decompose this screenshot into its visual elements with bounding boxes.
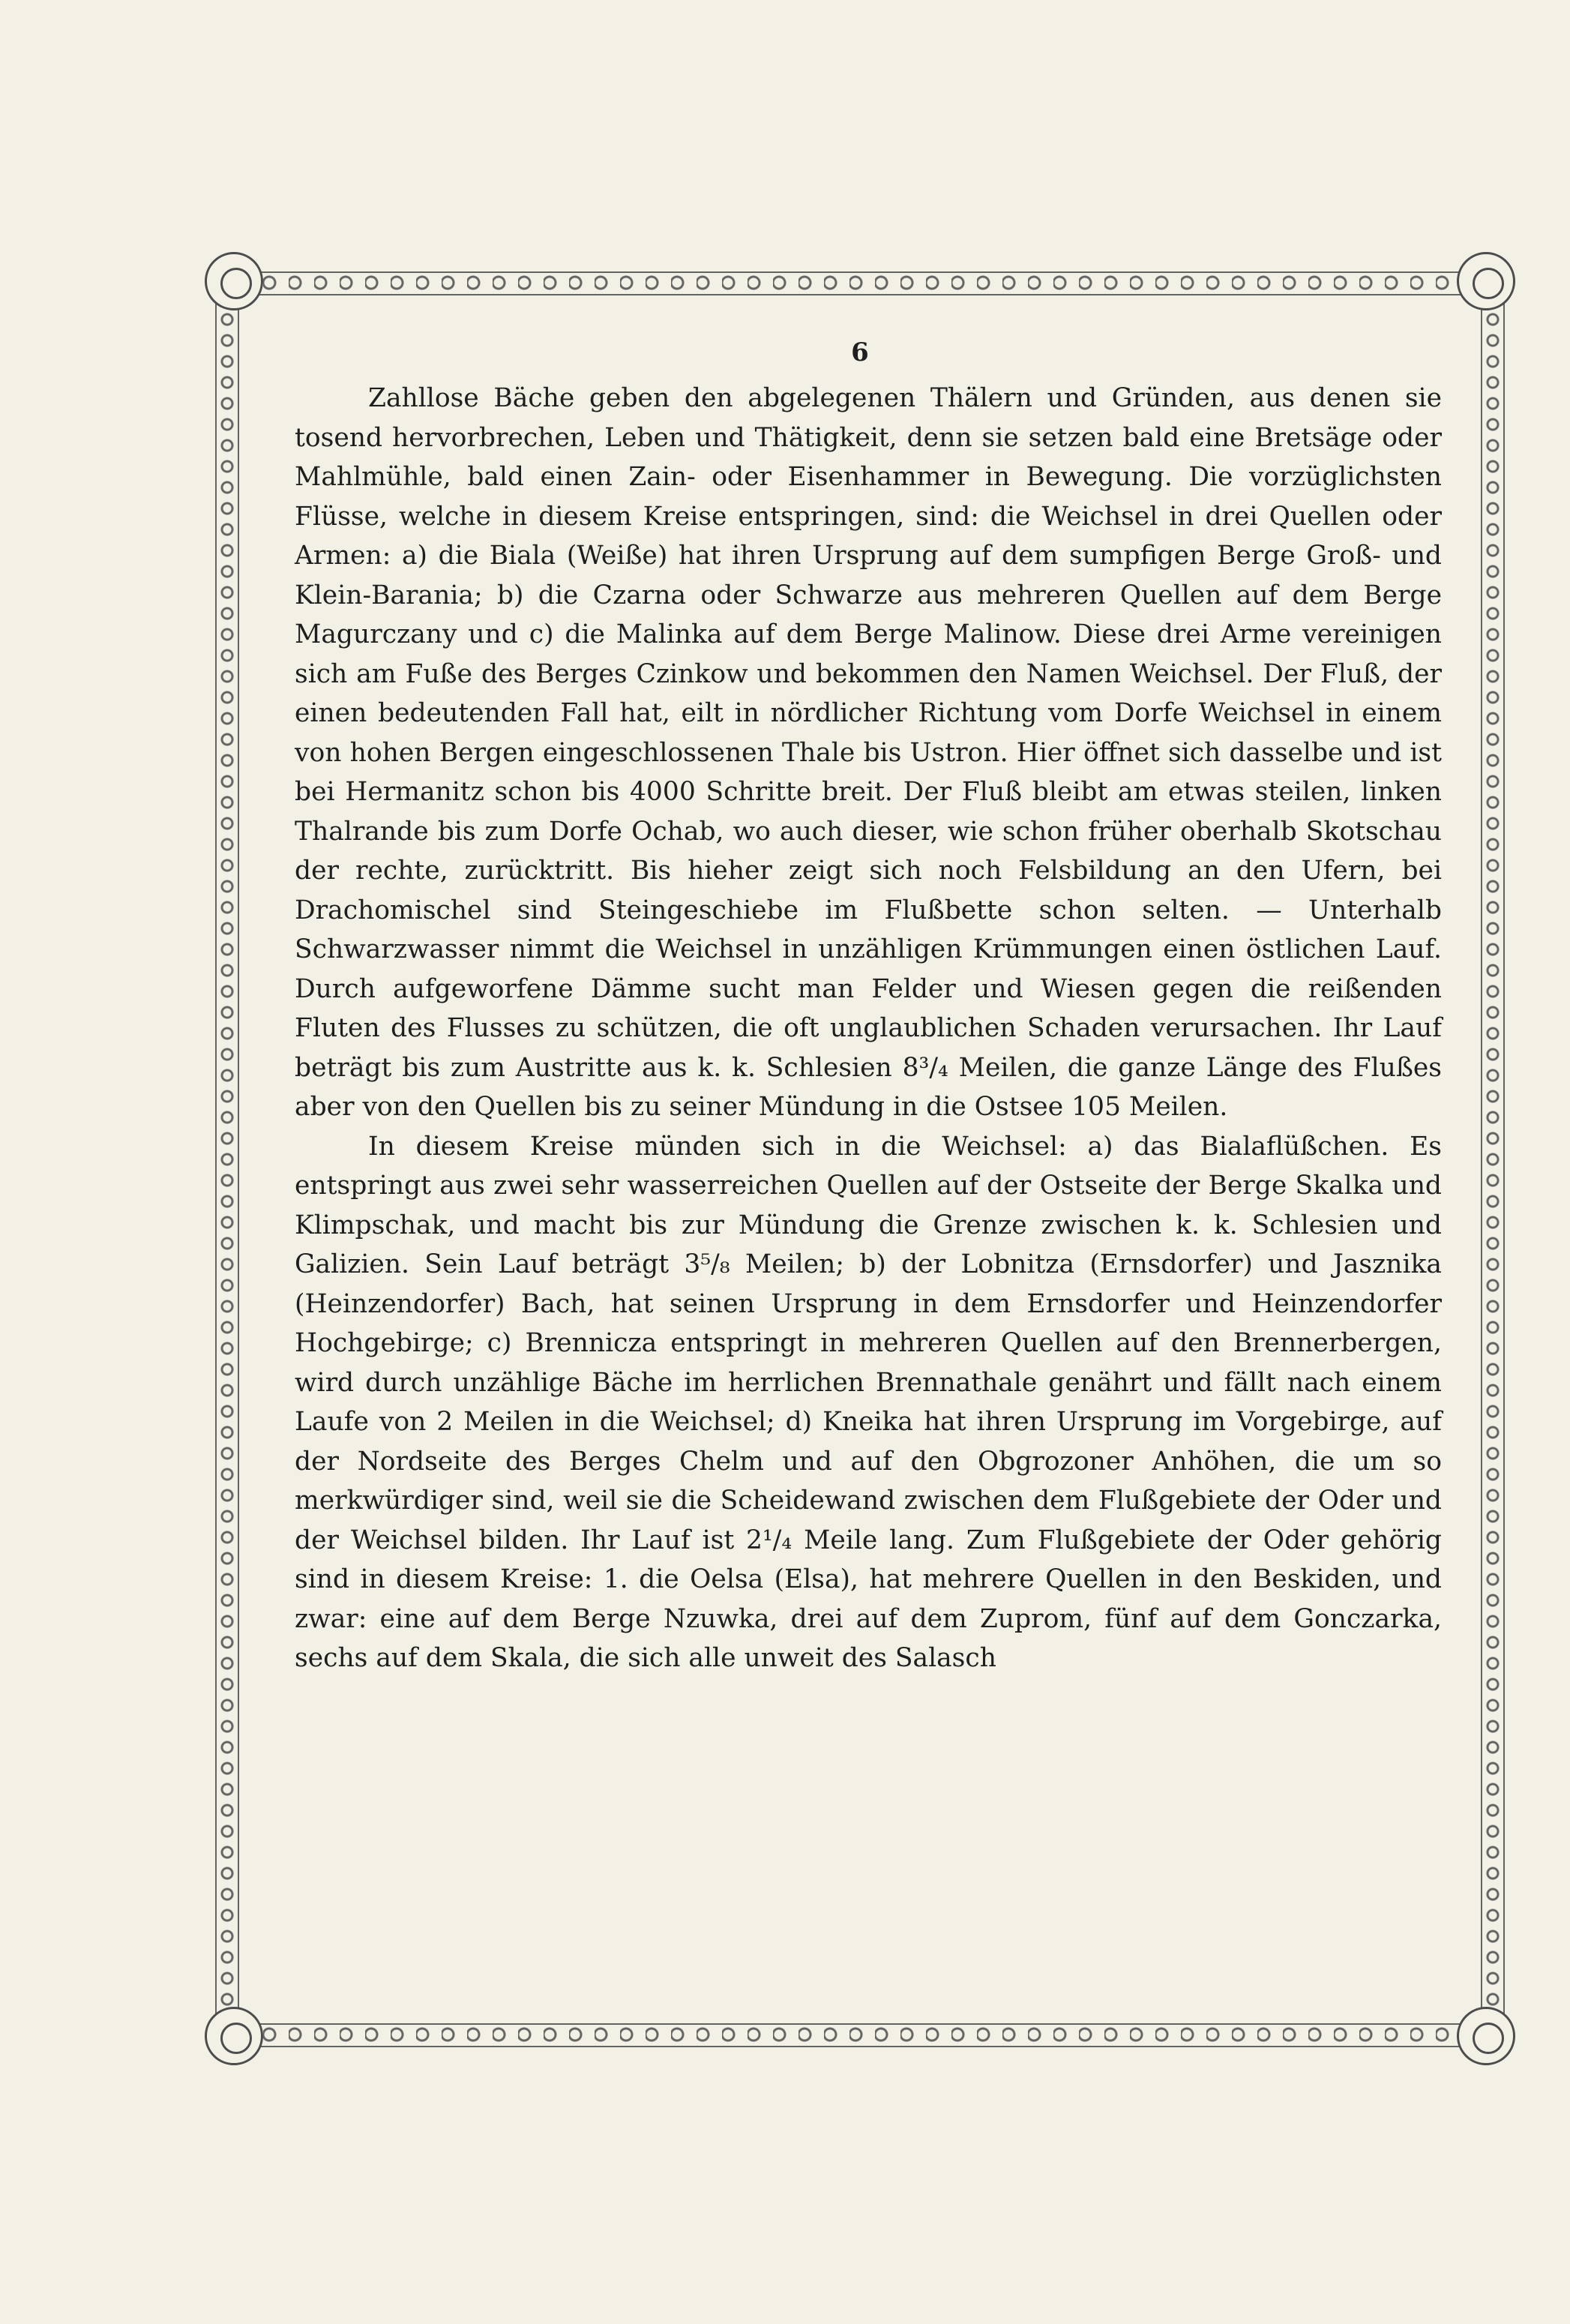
ornamental-border-top	[212, 262, 1508, 303]
page-number: 6	[851, 337, 869, 367]
ornamental-border-bottom	[212, 2014, 1508, 2055]
corner-ornament-bottom-left	[205, 2007, 263, 2065]
paragraph-rivers-overview: Zahllose Bäche geben den abgelegenen Thälern und Gründen, aus denen sie tosend hervorbrechen, Leben und Thätigkeit, denn sie setzen bald eine Bretsäge oder Mahlmühle, bald einen Zain- oder Eisenhammer in Bewegung. Die vorzüglichsten Flüsse, welche in diesem Kreise entspringen, sind: die Weichsel in drei Quellen oder Armen: a) die Biala (Weiße) hat ihren Ursprung auf dem sumpfigen Berge Groß- und Klein-Barania; b) die Czarna oder Schwarze aus mehreren Quellen auf dem Berge Magurczany und c) die Malinka auf dem Berge Malinow. Diese drei Arme vereinigen sich am Fuße des Berges Czinkow und bekommen den Namen Weichsel. Der Fluß, der einen bedeutenden Fall hat, eilt in nördlicher Richtung vom Dorfe Weichsel in einem von hohen Bergen eingeschlossenen Thale bis Ustron. Hier öffnet sich dasselbe und ist bei Hermanitz schon bis 4000 Schritte breit. Der Fluß bleibt am etwas steilen, linken Thalrande bis zum Dorfe Ochab, wo auch dieser, wie schon früher oberhalb Skotschau der rechte, zurücktritt. Bis hieher zeigt sich noch Felsbildung an den Ufern, bei Drachomischel sind Steingeschiebe im Flußbette schon selten. — Unterhalb Schwarzwasser nimmt die Weichsel in unzähligen Krümmungen einen östlichen Lauf. Durch aufgeworfene Dämme sucht man Felder und Wiesen gegen die reißenden Fluten des Flusses zu schützen, die oft unglaublichen Schaden verursachen. Ihr Lauf beträgt bis zum Austritte aus k. k. Schlesien 8³/₄ Meilen, die ganze Länge des Flußes aber von den Quellen bis zu seiner Mündung in die Ostsee 105 Meilen.	[295, 383, 1442, 1122]
ornamental-border-right	[1478, 270, 1508, 2047]
corner-ornament-bottom-right	[1457, 2007, 1515, 2065]
page-body	[295, 379, 1442, 1678]
corner-ornament-top-right	[1457, 252, 1515, 310]
corner-ornament-top-left	[205, 252, 263, 310]
ornamental-border	[212, 262, 1508, 2055]
ornamental-border-left	[212, 270, 242, 2047]
paragraph-tributaries: In diesem Kreise münden sich in die Weichsel: a) das Bialaflüßchen. Es entspringt aus zwei sehr wasserreichen Quellen auf der Ostseite der Berge Skalka und Klimpschak, und macht bis zur Mündung die Grenze zwischen k. k. Schlesien und Galizien. Sein Lauf beträgt 3⁵/₈ Meilen; b) der Lobnitza (Ernsdorfer) und Jasznika (Heinzendorfer) Bach, hat seinen Ursprung in dem Ernsdorfer und Heinzendorfer Hochgebirge; c) Brennicza entspringt in mehreren Quellen auf den Brennerbergen, wird durch unzählige Bäche im herrlichen Brennathale genährt und fällt nach einem Laufe von 2 Meilen in die Weichsel; d) Kneika hat ihren Ursprung im Vorgebirge, auf der Nordseite des Berges Chelm und auf den Obgrozoner Anhöhen, die um so merkwürdiger sind, weil sie die Scheidewand zwischen dem Flußgebiete der Oder und der Weichsel bilden. Ihr Lauf ist 2¹/₄ Meile lang. Zum Flußgebiete der Oder gehörig sind in diesem Kreise: 1. die Oelsa (Elsa), hat mehrere Quellen in den Beskiden, und zwar: eine auf dem Berge Nzuwka, drei auf dem Zuprom, fünf auf dem Gonczarka, sechs auf dem Skala, die sich alle unweit des Salasch	[295, 1131, 1442, 1673]
